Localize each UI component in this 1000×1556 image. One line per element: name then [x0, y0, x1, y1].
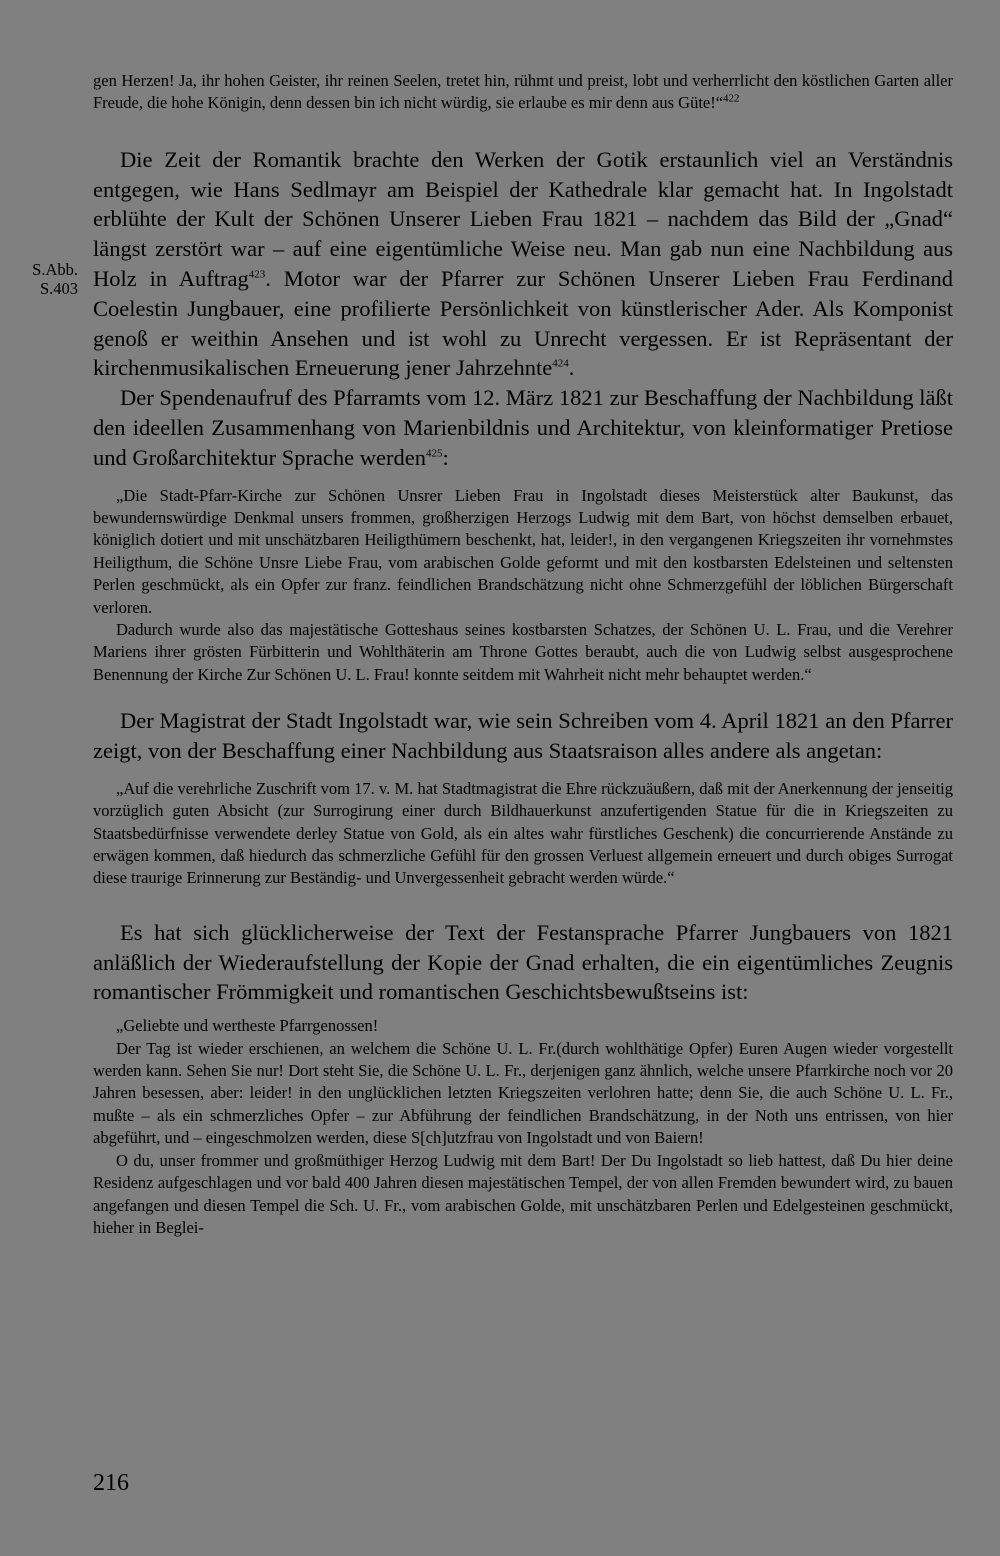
footnote-marker: 425: [426, 447, 443, 460]
top-quote: [93, 70, 953, 115]
page-number: 216: [93, 1470, 129, 1496]
quote-magistrat: [93, 778, 953, 890]
margin-note-line-2: S.403: [39, 279, 78, 298]
footnote-marker: 424: [552, 357, 569, 370]
quote-festansprache: [93, 1015, 953, 1239]
page-content: [93, 70, 953, 1239]
paragraph-festansprache: [93, 918, 953, 1007]
quote-paragraph: „Die Stadt-Pfarr-Kirche zur Schönen Unsrer Lieben Frau in Ingolstadt dieses Meisterstück alter Baukunst, das bewundernswürdige Denkmal unsers frommen, großherzigen Herzogs Ludwig mit dem Bart, von höchst demselben erbauet, königlich dotiert und mit unschätzbaren Heiligthümern beschenkt, hat, leider!, in den vergangenen Kriegszeiten ihr vornehmstes Heiligthum, die Schöne Unsre Liebe Frau, vom arabischen Golde geformt und mit den kostbarsten Edelsteinen und seltensten Perlen geschmückt, als ein Opfer zur franz. feindlichen Brandschätzung nicht ohne Schmerzgefühl der löblichen Bürgerschaft verloren.: [93, 485, 953, 617]
paragraph-text: Es hat sich glücklicherweise der Text der Festansprache Pfarrer Jungbauers von 1821 anläßlich der Wiederaufstellung der Kopie der Gnad erhalten, die ein eigentümliches Zeugnis romantischer Frömmigkeit und romantischen Geschichtsbewußtseins ist:: [93, 919, 953, 1005]
margin-note: [12, 260, 78, 298]
paragraph-text: . Motor war der Pfarrer zur Schönen Unserer Lieben Frau Ferdinand Coelestin Jungbauer, eine profilierte Persönlichkeit von künstlerischer Ader. Als Komponist genoß er weithin Ansehen und ist wohl zu Unrecht vergessen. Er ist Repräsentant der kirchenmusikalischen Erneuerung jener Jahrzehnte: [93, 266, 953, 381]
quote-paragraph: Dadurch wurde also das majestätische Gotteshaus seines kostbarsten Schatzes, der Schönen U. L. Frau, und die Verehrer Mariens ihrer grösten Fürbitterin und Wohlthäterin am Throne Gottes beraubt, auch die von Ludwig selbst ausgesprochene Benennung der Kirche Zur Schönen U. L. Frau! konnte seitdem mit Wahrheit nicht mehr behauptet werden.“: [93, 620, 953, 684]
paragraph-magistrat: [93, 706, 953, 766]
footnote-marker: 422: [723, 92, 740, 105]
quote-paragraph: „Geliebte und wertheste Pfarrgenossen!: [116, 1016, 379, 1036]
quote-spendenaufruf: [93, 485, 953, 687]
paragraph-text: :: [442, 444, 449, 470]
top-quote-text: gen Herzen! Ja, ihr hohen Geister, ihr reinen Seelen, tretet hin, rühmt und preist, lobt und verherrlicht den köstlichen Garten aller Freude, die hohe Königin, denn dessen bin ich nicht würdig, sie erlaube es mir denn aus Güte!“: [93, 71, 953, 113]
paragraph-text: Der Magistrat der Stadt Ingolstadt war, wie sein Schreiben vom 4. April 1821 an den Pfarrer zeigt, von der Beschaffung einer Nachbildung aus Staatsraison alles andere als angetan:: [93, 708, 953, 764]
paragraph-text: Die Zeit der Romantik brachte den Werken der Gotik erstaunlich viel an Verständnis entgegen, wie Hans Sedlmayr am Beispiel der Kathedrale klar gemacht hat. In Ingolstadt erblühte der Kult der Schönen Unserer Lieben Frau 1821 – nachdem das Bild der „Gnad“ längst zerstört war – auf eine eigentümliche Weise neu. Man gab nun eine Nachbildung aus Holz in Auftrag: [93, 146, 953, 291]
quote-paragraph: O du, unser frommer und großmüthiger Herzog Ludwig mit dem Bart! Der Du Ingolstadt so lieb hattest, daß Du hier deine Residenz aufgeschlagen und vor bald 400 Jahren diesen majestätischen Tempel, der von allen Fremden bewundert wird, zu bauen angefangen und diesen Tempel die Sch. U. Fr., vom arabischen Golde, mit unschätzbaren Perlen und Edelgesteinen geschmückt, hieher in Beglei-: [93, 1150, 953, 1237]
footnote-marker: 423: [248, 268, 266, 281]
quote-paragraph: Der Tag ist wieder erschienen, an welchem die Schöne U. L. Fr.(durch wohlthätige Opfer) Euren Augen wieder vorgestellt werden kann. Sehen Sie nur! Dort steht Sie, die Schöne U. L. Fr., derjenigen ganz ähnlich, welche unsere Pfarrkirche noch vor 20 Jahren besessen, aber: leider! in den unglücklichen letzten Kriegszeiten verlohren hatte; denn Sie, die auch Schöne U. L. Fr., mußte – als ein schmerzliches Opfer – zur Abführung der feindlichen Brandschätzung, in der Noth uns entrissen, von hier abgeführt, und – eingeschmolzen werden, diese S[ch]utzfrau von Ingolstadt und von Baiern!: [93, 1038, 953, 1148]
paragraph-text: .: [568, 355, 575, 381]
paragraph-romantik: [93, 145, 953, 473]
paragraph-text: Der Spendenaufruf des Pfarramts vom 12. März 1821 zur Beschaffung der Nachbildung läßt den ideellen Zusammenhang von Marienbildnis und Architektur, von kleinformatiger Pretiose und Großarchitektur Sprache werden: [93, 385, 953, 470]
quote-paragraph: „Auf die verehrliche Zuschrift vom 17. v. M. hat Stadtmagistrat die Ehre rückzuäußern, daß mit der Anerkennung der jenseitig vorzüglich guten Absicht (zur Surrogirung einer durch Bildhauerkunst anzufertigenden Statue für die in Kriegszeiten zu Staatsbedürfnisse verwendete derley Statue von Gold, als ein altes wahr fürstliches Geschenk) die concurrierende Anstände zu erwägen kommen, daß hiedurch das schmerzliche Gefühl für den grossen Verluest allgemein erneuert und durch obiges Surrogat diese traurige Erinnerung zur Beständig- und Unvergessenheit gebracht werden würde.“: [93, 778, 953, 888]
margin-note-line-1: S.Abb.: [32, 260, 78, 279]
